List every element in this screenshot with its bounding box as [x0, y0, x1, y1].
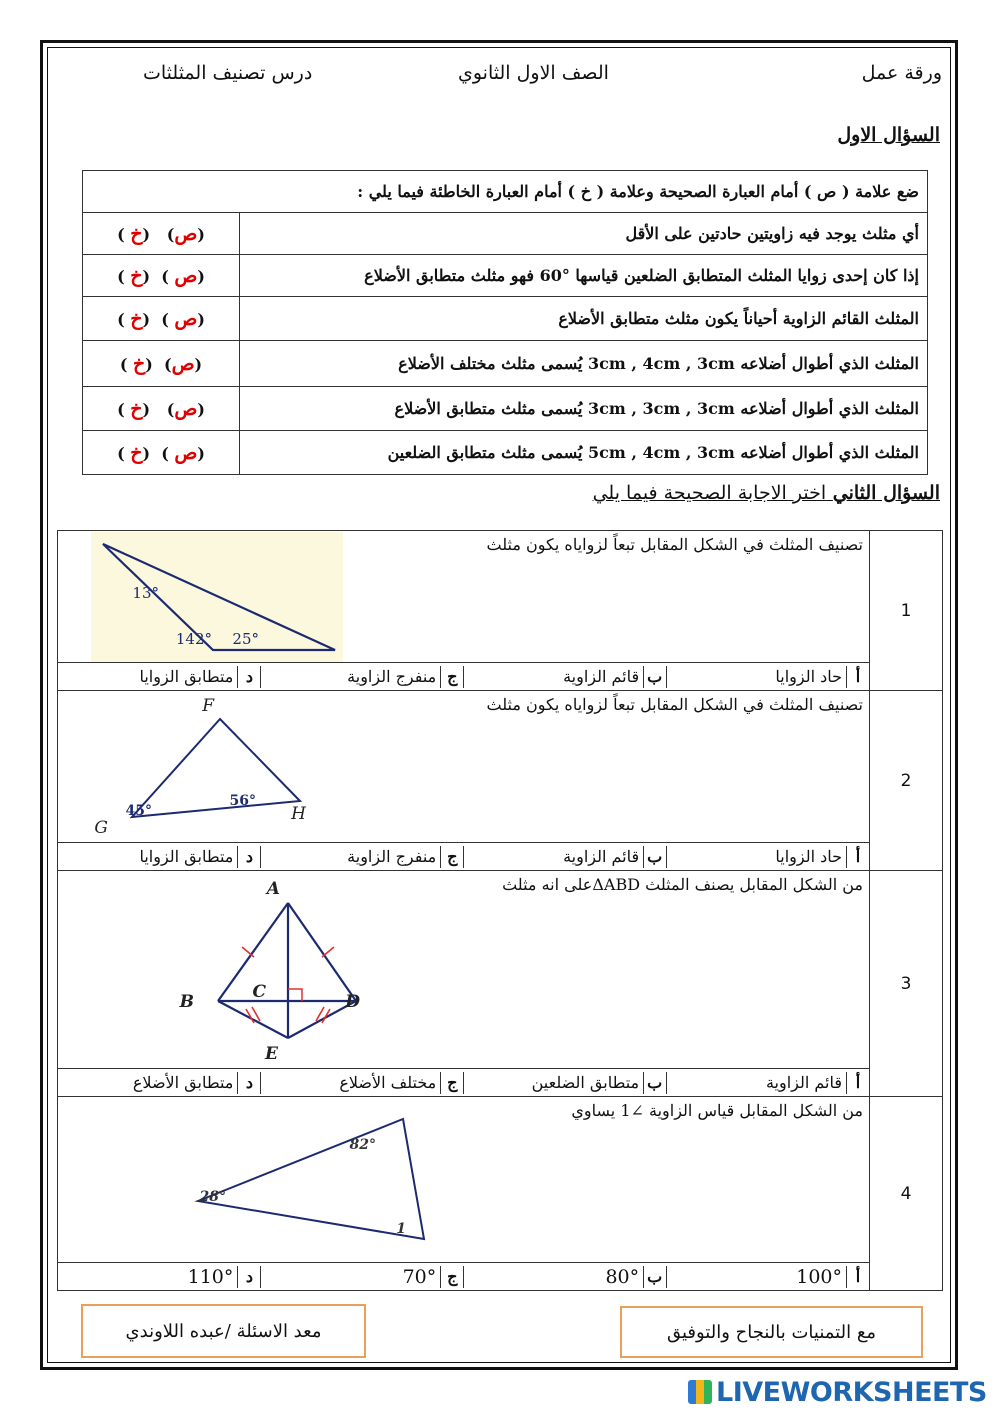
question-number: 2 — [870, 691, 943, 871]
statement-row — [83, 255, 928, 297]
option-letter: ب — [644, 1072, 667, 1094]
true-mark[interactable]: ص — [174, 264, 198, 287]
answer-marks: (ص) (خ ) — [83, 341, 240, 387]
wish-box: مع التمنيات بالنجاح والتوفيق — [620, 1306, 923, 1358]
triangle-shape — [198, 1119, 424, 1239]
vertex-label: B — [179, 992, 194, 1012]
question-row — [58, 1097, 943, 1263]
q2-title: السؤال الثاني اختر الاجابة الصحيحة فيما يلي — [592, 482, 940, 504]
false-mark[interactable]: خ — [130, 264, 143, 287]
option-b[interactable]: متطابق الضلعين — [464, 1072, 644, 1094]
tick-mark — [322, 947, 334, 957]
question-row — [58, 691, 943, 843]
option-letter: د — [238, 666, 261, 688]
angle-label: 56° — [229, 793, 256, 809]
angle-label: 82° — [349, 1137, 376, 1153]
question-number: 4 — [870, 1097, 943, 1291]
statement-row — [83, 387, 928, 431]
options-row — [58, 843, 943, 871]
lesson-title: درس تصنيف المثلثات — [143, 62, 313, 84]
answer-marks: (ص) (خ ) — [83, 213, 240, 255]
option-c[interactable] — [261, 1266, 441, 1288]
true-mark[interactable]: ص — [174, 307, 198, 330]
statement-row — [83, 341, 928, 387]
option-letter: ب — [644, 1266, 667, 1288]
angle-label: 13° — [132, 584, 159, 602]
option-letter: ج — [441, 1072, 464, 1094]
answer-marks: (ص) (خ ) — [83, 387, 240, 431]
option-d[interactable] — [58, 1266, 238, 1288]
multiple-choice-table — [57, 530, 943, 1291]
question-row — [58, 531, 943, 663]
options-cell — [58, 663, 870, 691]
option-a-value: 100° — [796, 1265, 842, 1288]
option-letter: ب — [644, 846, 667, 868]
option-d[interactable]: متطابق الزوايا — [139, 847, 234, 866]
statement-row — [83, 297, 928, 341]
question-text: تصنيف المثلث في الشكل المقابل تبعاً لزواياه يكون مثلث — [486, 535, 863, 554]
statement-text: إذا كان إحدى زوايا المثلث المتطابق الضلعين قياسها °60 فهو مثلث متطابق الأضلاع — [240, 255, 928, 297]
option-letter: أ — [847, 1072, 870, 1094]
question-text: من الشكل المقابل قياس الزاوية ∠1 يساوي — [571, 1101, 863, 1120]
answer-marks: (ص ) (خ ) — [83, 431, 240, 475]
answer-marks: (ص ) (خ ) — [83, 297, 240, 341]
question-cell — [58, 1097, 870, 1263]
options-row — [58, 1069, 943, 1097]
option-letter: ب — [644, 666, 667, 688]
true-mark[interactable]: ص — [174, 441, 198, 464]
statement-row — [83, 431, 928, 475]
angle-label: 1 — [396, 1221, 406, 1237]
option-b[interactable] — [464, 1266, 644, 1288]
true-mark[interactable]: ص — [174, 397, 198, 420]
vertex-label: C — [252, 982, 266, 1002]
q1-instruction: ضع علامة ( ص ) أمام العبارة الصحيحة وعلامة ( خ ) أمام العبارة الخاطئة فيما يلي : — [83, 171, 928, 213]
vertex-label: A — [266, 879, 280, 899]
statement-text: المثلث الذي أطوال أضلاعه 3cm , 4cm , 3cm يُسمى مثلث مختلف الأضلاع — [240, 341, 928, 387]
option-a[interactable]: قائم الزاوية — [667, 1072, 847, 1094]
true-mark[interactable]: ص — [171, 352, 195, 375]
answer-marks: (ص ) (خ ) — [83, 255, 240, 297]
statement-text: أي مثلث يوجد فيه زاويتين حادتين على الأقل — [240, 213, 928, 255]
false-mark[interactable]: خ — [130, 441, 143, 464]
angle-label: 25° — [232, 630, 259, 648]
vertex-label: D — [345, 992, 360, 1012]
liveworksheets-wordmark: LIVEWORKSHEETS — [716, 1376, 987, 1408]
option-a[interactable] — [667, 1266, 847, 1288]
false-mark[interactable]: خ — [130, 307, 143, 330]
question-text: من الشكل المقابل يصنف المثلث ΔABDعلى انه مثلث — [502, 875, 863, 894]
option-c[interactable]: منفرج الزاوية — [261, 666, 441, 688]
liveworksheets-logo[interactable] — [688, 1376, 987, 1408]
option-d-value: 110° — [187, 1265, 234, 1288]
options-cell — [58, 843, 870, 871]
triangle-shape — [132, 719, 300, 817]
option-c[interactable]: مختلف الأضلاع — [261, 1072, 441, 1094]
option-letter: د — [238, 1266, 261, 1288]
question-number: 3 — [870, 871, 943, 1097]
option-c[interactable]: منفرج الزاوية — [261, 846, 441, 868]
options-cell — [58, 1263, 870, 1291]
option-letter: ج — [441, 1266, 464, 1288]
false-mark[interactable]: خ — [130, 397, 143, 420]
question-cell — [58, 531, 870, 663]
option-c-value: 70° — [402, 1265, 437, 1288]
option-b[interactable]: قائم الزاوية — [464, 666, 644, 688]
acute-triangle-figure — [94, 693, 338, 843]
option-d[interactable]: متطابق الأضلاع — [132, 1073, 234, 1092]
segment-ad — [288, 903, 356, 1001]
false-mark[interactable]: خ — [133, 352, 146, 375]
options-row — [58, 1263, 943, 1291]
options-cell — [58, 1069, 870, 1097]
q1-title: السؤال الاول — [837, 124, 940, 146]
option-letter: ج — [441, 666, 464, 688]
statement-text: المثلث القائم الزاوية أحياناً يكون مثلث متطابق الأضلاع — [240, 297, 928, 341]
right-angle-mark — [288, 989, 302, 1001]
question-row — [58, 871, 943, 1069]
options-row — [58, 663, 943, 691]
statement-text: المثلث الذي أطوال أضلاعه 5cm , 4cm , 3cm يُسمى مثلث متطابق الضلعين — [240, 431, 928, 475]
obtuse-triangle-figure — [91, 532, 343, 662]
false-mark[interactable]: خ — [130, 222, 143, 245]
option-a[interactable]: حاد الزوايا — [667, 666, 847, 688]
angle-label: 142° — [175, 630, 212, 648]
true-false-table — [82, 170, 928, 475]
segment-be — [218, 1001, 288, 1038]
question-text: تصنيف المثلث في الشكل المقابل تبعاً لزواياه يكون مثلث — [486, 695, 863, 714]
statement-row — [83, 213, 928, 255]
triangle-angle-figure — [188, 1103, 428, 1253]
option-b-value: 80° — [605, 1265, 640, 1288]
vertex-label: G — [94, 818, 108, 838]
kite-figure — [179, 873, 386, 1067]
vertex-label: E — [265, 1044, 278, 1064]
option-a[interactable]: حاد الزوايا — [667, 846, 847, 868]
option-letter: أ — [847, 1266, 870, 1288]
question-cell — [58, 691, 870, 843]
question-cell — [58, 871, 870, 1069]
option-d[interactable]: متطابق الزوايا — [139, 667, 234, 686]
vertex-label: F — [202, 696, 214, 716]
vertex-label: H — [291, 804, 306, 824]
liveworksheets-icon — [688, 1380, 712, 1404]
angle-label: 28° — [199, 1189, 226, 1205]
option-letter: أ — [847, 666, 870, 688]
question-number: 1 — [870, 531, 943, 691]
q2-subtitle: اختر الاجابة الصحيحة فيما يلي — [592, 482, 827, 504]
option-letter: د — [238, 846, 261, 868]
option-letter: ج — [441, 846, 464, 868]
angle-label: 45° — [125, 803, 152, 819]
option-b[interactable]: قائم الزاوية — [464, 846, 644, 868]
option-letter: أ — [847, 846, 870, 868]
author-box: معد الاسئلة /عبده اللاوندي — [81, 1304, 366, 1358]
grade-label: الصف الاول الثانوي — [458, 62, 609, 84]
option-letter: د — [238, 1072, 261, 1094]
statement-text: المثلث الذي أطوال أضلاعه 3cm , 3cm , 3cm يُسمى مثلث متطابق الأضلاع — [240, 387, 928, 431]
worksheet-label: ورقة عمل — [861, 62, 942, 84]
true-mark[interactable]: ص — [174, 222, 198, 245]
